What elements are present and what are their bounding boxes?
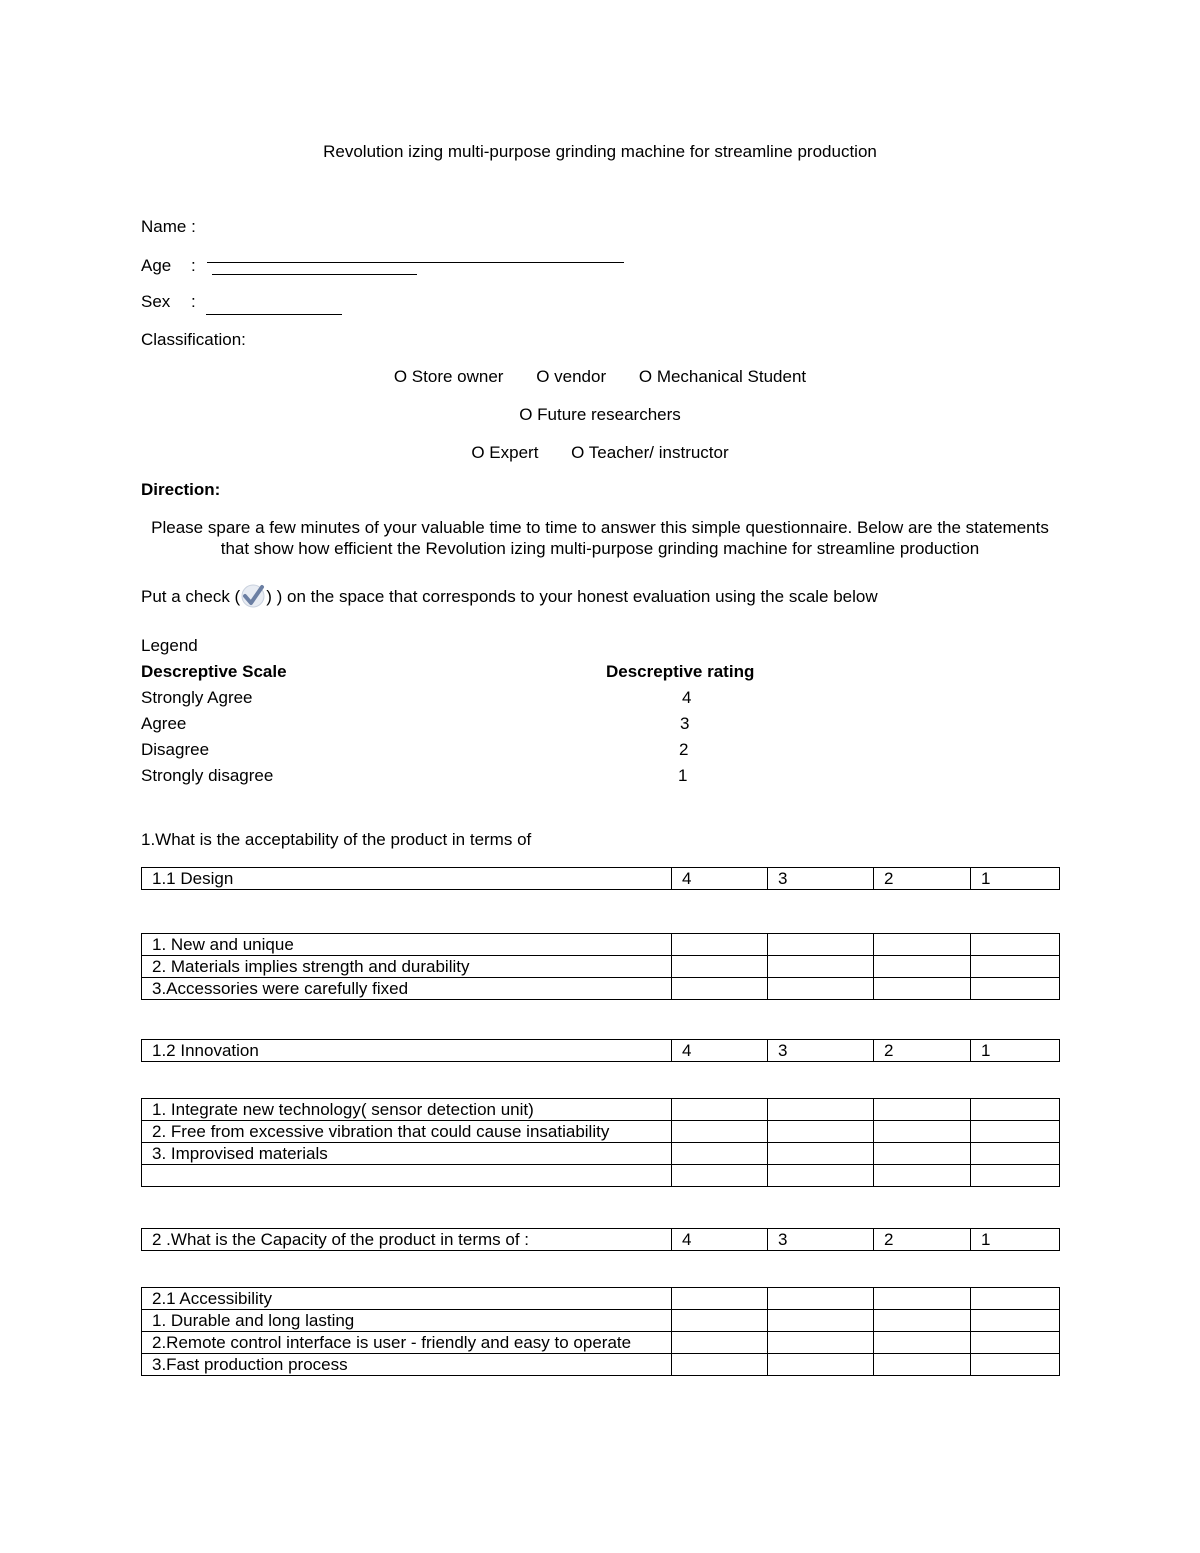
rating-cell[interactable]: [874, 1310, 971, 1332]
rating-col-2: 2: [874, 868, 971, 890]
rating-cell[interactable]: [971, 1288, 1060, 1310]
rating-cell[interactable]: [971, 1143, 1060, 1165]
statement-cell: 2. Free from excessive vibration that could cause insatiability: [142, 1121, 672, 1143]
direction-heading: Direction:: [141, 480, 221, 499]
design-header-label: 1.1 Design: [142, 868, 672, 890]
legend-scale-agree: Agree: [141, 714, 187, 733]
table-row: [142, 934, 1060, 956]
rating-cell[interactable]: [672, 1121, 768, 1143]
name-label: Name :: [141, 217, 196, 236]
rating-cell[interactable]: [874, 1332, 971, 1354]
table-row: [142, 1310, 1060, 1332]
option-mechanical-student[interactable]: O Mechanical Student: [638, 367, 807, 386]
rating-cell[interactable]: [971, 1354, 1060, 1376]
innovation-header-table: [141, 1039, 1060, 1062]
rating-col-4: 4: [672, 1229, 768, 1251]
statement-cell: [142, 1165, 672, 1187]
rating-cell[interactable]: [971, 978, 1060, 1000]
statement-cell: 1. Integrate new technology( sensor detection unit): [142, 1099, 672, 1121]
rating-cell[interactable]: [971, 1310, 1060, 1332]
table-row: [142, 1121, 1060, 1143]
classification-label: Classification:: [141, 330, 246, 349]
rating-cell[interactable]: [971, 1165, 1060, 1187]
option-expert[interactable]: O Expert: [471, 443, 539, 462]
rating-cell[interactable]: [874, 1288, 971, 1310]
legend-rating-2: 2: [679, 740, 689, 759]
classification-row-1: [0, 367, 1200, 387]
rating-cell[interactable]: [672, 1332, 768, 1354]
design-header-table: [141, 867, 1060, 890]
rating-cell[interactable]: [971, 1099, 1060, 1121]
option-future-researchers[interactable]: O Future researchers: [519, 405, 681, 424]
sex-label: Sex: [141, 292, 171, 311]
rating-cell[interactable]: [768, 1143, 874, 1165]
rating-col-2: 2: [874, 1229, 971, 1251]
rating-cell[interactable]: [672, 978, 768, 1000]
statement-cell: 1. New and unique: [142, 934, 672, 956]
rating-cell[interactable]: [768, 956, 874, 978]
table-row: [142, 868, 1060, 890]
option-teacher-instructor[interactable]: O Teacher/ instructor: [571, 443, 729, 462]
statement-cell: 3.Accessories were carefully fixed: [142, 978, 672, 1000]
rating-cell[interactable]: [672, 1354, 768, 1376]
rating-cell[interactable]: [768, 1165, 874, 1187]
rating-col-1: 1: [971, 1040, 1060, 1062]
table-row: [142, 1332, 1060, 1354]
rating-cell[interactable]: [971, 1332, 1060, 1354]
statement-cell: 2.1 Accessibility: [142, 1288, 672, 1310]
rating-col-4: 4: [672, 868, 768, 890]
sex-colon: :: [191, 292, 196, 311]
age-underline-top[interactable]: [207, 262, 624, 263]
design-items-table: [141, 933, 1060, 1000]
legend-rating-header: Descreptive rating: [606, 662, 755, 681]
legend-rating-1: 1: [678, 766, 688, 785]
check-instruction: [141, 583, 878, 609]
check-instruction-prefix: Put a check (: [141, 587, 241, 606]
age-underline-bottom[interactable]: [212, 274, 417, 275]
rating-col-1: 1: [971, 868, 1060, 890]
capacity-items-table: [141, 1287, 1060, 1376]
rating-cell[interactable]: [874, 1121, 971, 1143]
rating-col-3: 3: [768, 868, 874, 890]
legend-scale-header: Descreptive Scale: [141, 662, 287, 681]
table-row: [142, 1354, 1060, 1376]
option-vendor[interactable]: O vendor: [536, 367, 607, 386]
legend-scale-strongly-agree: Strongly Agree: [141, 688, 253, 707]
legend-rating-4: 4: [682, 688, 692, 707]
classification-row-3: [0, 443, 1200, 463]
table-row: [142, 1099, 1060, 1121]
age-colon: :: [191, 256, 196, 275]
rating-cell[interactable]: [672, 1143, 768, 1165]
rating-cell[interactable]: [672, 934, 768, 956]
document-title: Revolution izing multi-purpose grinding machine for streamline production: [323, 142, 877, 161]
rating-cell[interactable]: [874, 1354, 971, 1376]
rating-col-1: 1: [971, 1229, 1060, 1251]
statement-cell: 3.Fast production process: [142, 1354, 672, 1376]
rating-cell[interactable]: [672, 956, 768, 978]
check-instruction-suffix: ) ) on the space that corresponds to your honest evaluation using the scale below: [266, 587, 878, 606]
rating-col-2: 2: [874, 1040, 971, 1062]
rating-cell[interactable]: [672, 1165, 768, 1187]
legend-rating-3: 3: [680, 714, 690, 733]
innovation-items-table: [141, 1098, 1060, 1187]
statement-cell: 2.Remote control interface is user - friendly and easy to operate: [142, 1332, 672, 1354]
direction-paragraph: Please spare a few minutes of your valuable time to time to answer this simple questionnaire. Below are the statements that show how efficient the Revolution izing multi-purpose grinding machine for streamline production: [151, 518, 1049, 558]
option-store-owner[interactable]: O Store owner: [393, 367, 504, 386]
table-row: [142, 1165, 1060, 1187]
age-label: Age: [141, 256, 172, 275]
legend-scale-strongly-disagree: Strongly disagree: [141, 766, 274, 785]
table-row: [142, 1040, 1060, 1062]
rating-cell[interactable]: [768, 1288, 874, 1310]
checkmark-icon: [240, 583, 266, 609]
rating-cell[interactable]: [768, 1121, 874, 1143]
legend-label: Legend: [141, 636, 198, 655]
rating-col-4: 4: [672, 1040, 768, 1062]
rating-cell[interactable]: [874, 978, 971, 1000]
rating-cell[interactable]: [874, 1165, 971, 1187]
rating-cell[interactable]: [874, 956, 971, 978]
table-row: [142, 1143, 1060, 1165]
innovation-header-label: 1.2 Innovation: [142, 1040, 672, 1062]
rating-cell[interactable]: [672, 1310, 768, 1332]
table-row: [142, 978, 1060, 1000]
table-row: [142, 1288, 1060, 1310]
capacity-header-label: 2 .What is the Capacity of the product in terms of :: [142, 1229, 672, 1251]
rating-col-3: 3: [768, 1040, 874, 1062]
sex-underline[interactable]: [206, 314, 342, 315]
rating-cell[interactable]: [971, 934, 1060, 956]
table-row: [142, 956, 1060, 978]
legend-scale-disagree: Disagree: [141, 740, 210, 759]
rating-cell[interactable]: [971, 956, 1060, 978]
rating-cell[interactable]: [874, 1099, 971, 1121]
rating-cell[interactable]: [672, 1288, 768, 1310]
statement-cell: 3. Improvised materials: [142, 1143, 672, 1165]
capacity-header-table: [141, 1228, 1060, 1251]
rating-cell[interactable]: [768, 1332, 874, 1354]
rating-col-3: 3: [768, 1229, 874, 1251]
table-row: [142, 1229, 1060, 1251]
rating-cell[interactable]: [768, 978, 874, 1000]
question-1: 1.What is the acceptability of the product in terms of: [141, 830, 532, 849]
rating-cell[interactable]: [672, 1099, 768, 1121]
statement-cell: 1. Durable and long lasting: [142, 1310, 672, 1332]
statement-cell: 2. Materials implies strength and durability: [142, 956, 672, 978]
rating-cell[interactable]: [874, 1143, 971, 1165]
rating-cell[interactable]: [768, 1354, 874, 1376]
rating-cell[interactable]: [768, 1310, 874, 1332]
rating-cell[interactable]: [768, 1099, 874, 1121]
rating-cell[interactable]: [971, 1121, 1060, 1143]
rating-cell[interactable]: [874, 934, 971, 956]
rating-cell[interactable]: [768, 934, 874, 956]
classification-row-2: [0, 405, 1200, 425]
